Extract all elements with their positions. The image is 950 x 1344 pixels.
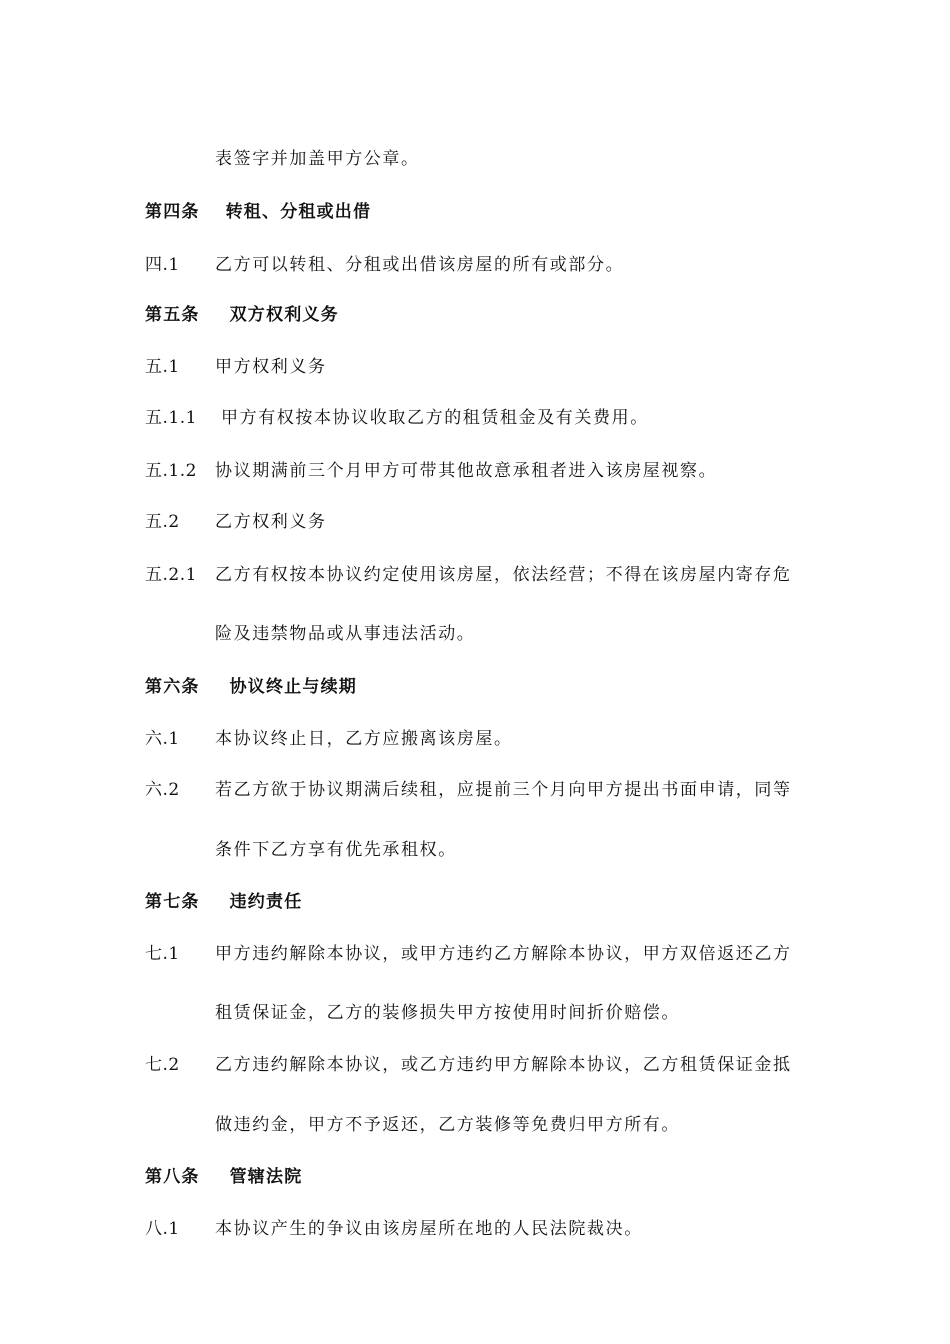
clause-number: 七.1: [145, 944, 180, 964]
clause-number: 五.2.1: [145, 565, 197, 585]
article-8-title: 管辖法院: [229, 1167, 303, 1187]
clause-number: 五.1: [145, 357, 180, 377]
article-4-heading: [145, 199, 371, 225]
clause-number: 四.1: [145, 255, 180, 275]
clause-text-continued: 租赁保证金，乙方的装修损失甲方按使用时间折价赔偿。: [215, 1003, 680, 1023]
clause-text: 甲方有权按本协议收取乙方的租赁租金及有关费用。: [221, 408, 649, 428]
article-5-heading: [145, 302, 339, 328]
clause-number: 七.2: [145, 1055, 180, 1075]
clause-number: 五.1.1: [145, 408, 197, 428]
clause-text: 协议期满前三个月甲方可带其他故意承租者进入该房屋视察。: [215, 461, 718, 481]
clause-number: 五.1.2: [145, 461, 197, 481]
article-6-number: 第六条: [145, 677, 200, 697]
clause-text: 若乙方欲于协议期满后续租，应提前三个月向甲方提出书面申请，同等: [215, 780, 792, 800]
clause-text: 本协议终止日，乙方应搬离该房屋。: [215, 729, 513, 749]
article-7-title: 违约责任: [229, 892, 303, 912]
article-6-heading: [145, 674, 357, 700]
clause-text: 乙方可以转租、分租或出借该房屋的所有或部分。: [215, 255, 625, 275]
clause-text-continued: 条件下乙方享有优先承租权。: [215, 840, 457, 860]
article-7-number: 第七条: [145, 892, 200, 912]
clause-text: 乙方有权按本协议约定使用该房屋，依法经营；不得在该房屋内寄存危: [215, 565, 792, 585]
clause-text: 乙方违约解除本协议，或乙方违约甲方解除本协议，乙方租赁保证金抵: [215, 1055, 792, 1075]
article-6-title: 协议终止与续期: [229, 677, 358, 697]
article-5-number: 第五条: [145, 305, 200, 325]
clause-number: 八.1: [145, 1219, 180, 1239]
clause-text: 本协议产生的争议由该房屋所在地的人民法院裁决。: [215, 1219, 643, 1239]
article-4-number: 第四条: [145, 202, 200, 222]
clause-text: 甲方权利义务: [215, 357, 327, 377]
clause-number: 五.2: [145, 512, 180, 532]
clause-text: 甲方违约解除本协议，或甲方违约乙方解除本协议，甲方双倍返还乙方: [215, 944, 792, 964]
clause-text-continued: 险及违禁物品或从事违法活动。: [215, 624, 476, 644]
article-7-heading: [145, 889, 302, 915]
clause-text: 乙方权利义务: [215, 512, 327, 532]
clause-number: 六.1: [145, 729, 180, 749]
article-5-title: 双方权利义务: [229, 305, 339, 325]
article-8-heading: [145, 1164, 302, 1190]
clause-text-continued: 做违约金，甲方不予返还，乙方装修等免费归甲方所有。: [215, 1115, 680, 1135]
article-4-title: 转租、分租或出借: [225, 202, 372, 222]
article-8-number: 第八条: [145, 1167, 200, 1187]
clause-number: 六.2: [145, 780, 180, 800]
carryover-text: 表签字并加盖甲方公章。: [215, 149, 420, 169]
